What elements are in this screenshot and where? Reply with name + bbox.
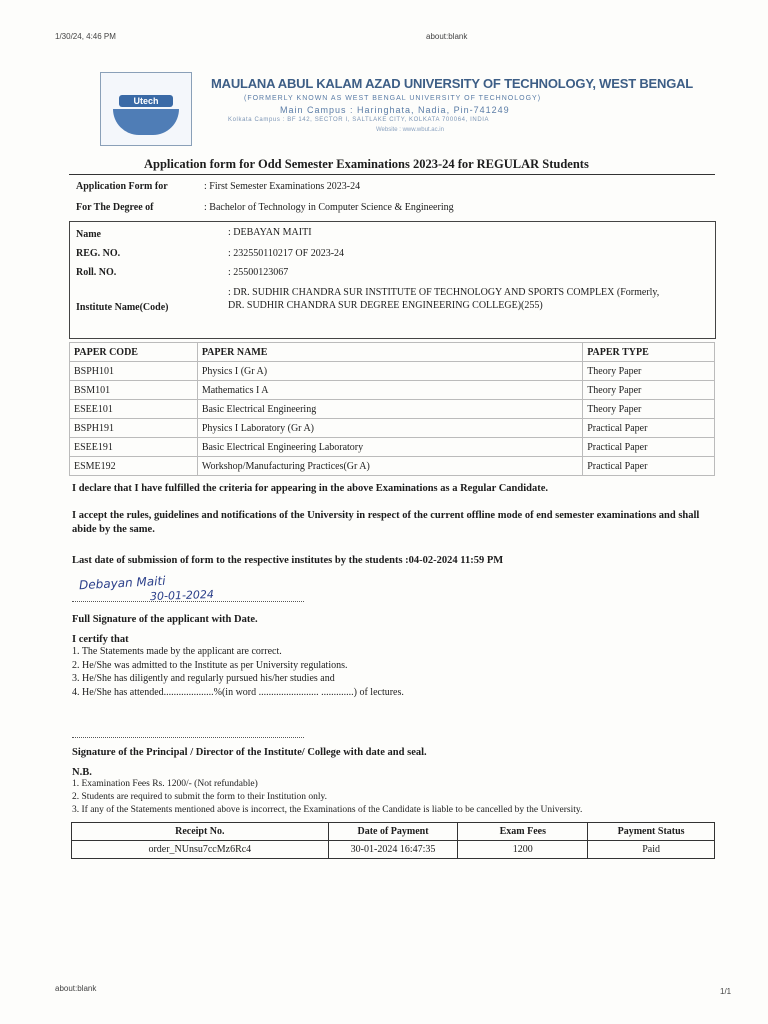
table-row <box>70 400 715 419</box>
last-date-of-submission: Last date of submission of form to the respective institutes by the students :04-02-2024 11:59 PM <box>72 555 504 566</box>
paper-type: Practical Paper <box>583 438 715 457</box>
application-for-label: Application Form for <box>76 181 168 192</box>
paper-type-header: PAPER TYPE <box>583 343 715 362</box>
list-item: 1. Examination Fees Rs. 1200/- (Not refundable) <box>72 779 258 789</box>
certify-list <box>72 646 404 700</box>
declaration-regular-candidate: I declare that I have fulfilled the criteria for appearing in the above Examinations as a Regular Candidate. <box>72 483 548 494</box>
university-former-name: (FORMERLY KNOWN AS WEST BENGAL UNIVERSITY OF TECHNOLOGY) <box>244 95 542 102</box>
paper-name: Basic Electrical Engineering Laboratory <box>197 438 582 457</box>
logo-badge: Utech <box>119 95 173 107</box>
reg-no-label: REG. NO. <box>76 248 121 259</box>
paper-type: Theory Paper <box>583 381 715 400</box>
table-row <box>70 457 715 476</box>
institute-label: Institute Name(Code) <box>76 302 169 313</box>
footer-url: about:blank <box>55 984 97 993</box>
student-details-box <box>69 221 716 339</box>
application-for-value: : First Semester Examinations 2023-24 <box>204 181 361 192</box>
paper-code-header: PAPER CODE <box>70 343 198 362</box>
page-number: 1/1 <box>720 987 732 996</box>
paper-type: Practical Paper <box>583 457 715 476</box>
paper-code: BSPH101 <box>70 362 198 381</box>
list-item: 3. He/She has diligently and regularly pursued his/her studies and <box>72 673 335 684</box>
table-row <box>70 438 715 457</box>
university-website: Website : www.wbut.ac.in <box>376 127 444 133</box>
name-value: : DEBAYAN MAITI <box>228 227 312 238</box>
paper-type: Theory Paper <box>583 362 715 381</box>
paper-name: Physics I Laboratory (Gr A) <box>197 419 582 438</box>
paper-code: BSPH191 <box>70 419 198 438</box>
date-of-payment: 30-01-2024 16:47:35 <box>328 841 458 859</box>
paper-table-header <box>70 343 715 362</box>
payment-status: Paid <box>588 841 715 859</box>
form-title: Application form for Odd Semester Examinations 2023-24 for REGULAR Students <box>144 157 589 171</box>
nb-title: N.B. <box>72 767 92 778</box>
university-logo <box>100 72 192 146</box>
paper-type: Theory Paper <box>583 400 715 419</box>
paper-code: ESEE191 <box>70 438 198 457</box>
handwritten-signature: Debayan Maiti <box>78 573 166 593</box>
date-of-payment-header: Date of Payment <box>328 823 458 841</box>
table-row <box>70 381 715 400</box>
degree-value: : Bachelor of Technology in Computer Science & Engineering <box>204 202 454 213</box>
list-item: 2. He/She was admitted to the Institute as per University regulations. <box>72 659 348 671</box>
table-row <box>70 419 715 438</box>
paper-name: Mathematics I A <box>197 381 582 400</box>
paper-name: Workshop/Manufacturing Practices(Gr A) <box>197 457 582 476</box>
university-name: MAULANA ABUL KALAM AZAD UNIVERSITY OF TECHNOLOGY, WEST BENGAL <box>211 76 694 91</box>
exam-fees-header: Exam Fees <box>458 823 588 841</box>
certify-title: I certify that <box>72 634 129 645</box>
list-item: 3. If any of the Statements mentioned above is incorrect, the Examinations of the Candidate is liable to be cancelled by the University. <box>72 805 583 815</box>
table-row <box>70 362 715 381</box>
paper-code: ESEE101 <box>70 400 198 419</box>
degree-label: For The Degree of <box>76 202 154 213</box>
name-label: Name <box>76 229 101 240</box>
handwritten-signature-date: 30-01-2024 <box>149 587 215 604</box>
receipt-no-header: Receipt No. <box>72 823 329 841</box>
paper-table <box>69 342 715 476</box>
payment-table <box>71 822 715 859</box>
nb-list <box>72 779 582 818</box>
university-main-campus: Main Campus : Haringhata, Nadia, Pin-741249 <box>280 105 510 115</box>
principal-signature-line <box>72 737 304 738</box>
exam-fees: 1200 <box>458 841 588 859</box>
title-divider <box>69 174 715 175</box>
reg-no-value: : 232550110217 OF 2023-24 <box>228 248 345 259</box>
institute-value: : DR. SUDHIR CHANDRA SUR INSTITUTE OF TECHNOLOGY AND SPORTS COMPLEX (Formerly, DR. SUDHIR CHANDRA SUR DEGREE ENGINEERING COLLEGE)(255) <box>228 287 660 311</box>
list-item: 1. The Statements made by the applicant are correct. <box>72 646 282 657</box>
list-item: 2. Students are required to submit the form to their Institution only. <box>72 792 328 802</box>
paper-name-header: PAPER NAME <box>197 343 582 362</box>
applicant-signature-label: Full Signature of the applicant with Date. <box>72 614 258 625</box>
table-row <box>72 841 715 859</box>
paper-code: ESME192 <box>70 457 198 476</box>
signature-line <box>72 601 304 602</box>
roll-no-value: : 25500123067 <box>228 267 289 278</box>
paper-name: Basic Electrical Engineering <box>197 400 582 419</box>
paper-type: Practical Paper <box>583 419 715 438</box>
principal-signature-label: Signature of the Principal / Director of the Institute/ College with date and seal. <box>72 747 427 758</box>
receipt-no: order_NUnsu7ccMz6Rc4 <box>72 841 329 859</box>
payment-status-header: Payment Status <box>588 823 715 841</box>
paper-name: Physics I (Gr A) <box>197 362 582 381</box>
declaration-accept-rules: I accept the rules, guidelines and notifications of the University in respect of the current offline mode of end semester examinations and shall abide by the same. <box>72 510 700 535</box>
list-item: 4. He/She has attended....................%(in word ........................ .............) of lectures. <box>72 686 404 698</box>
print-url: about:blank <box>426 32 468 41</box>
roll-no-label: Roll. NO. <box>76 267 117 278</box>
payment-table-header <box>72 823 715 841</box>
paper-code: BSM101 <box>70 381 198 400</box>
print-datetime: 1/30/24, 4:46 PM <box>55 32 116 41</box>
university-kolkata-campus: Kolkata Campus : BF 142, SECTOR I, SALTLAKE CITY, KOLKATA 700064, INDIA <box>228 117 490 123</box>
